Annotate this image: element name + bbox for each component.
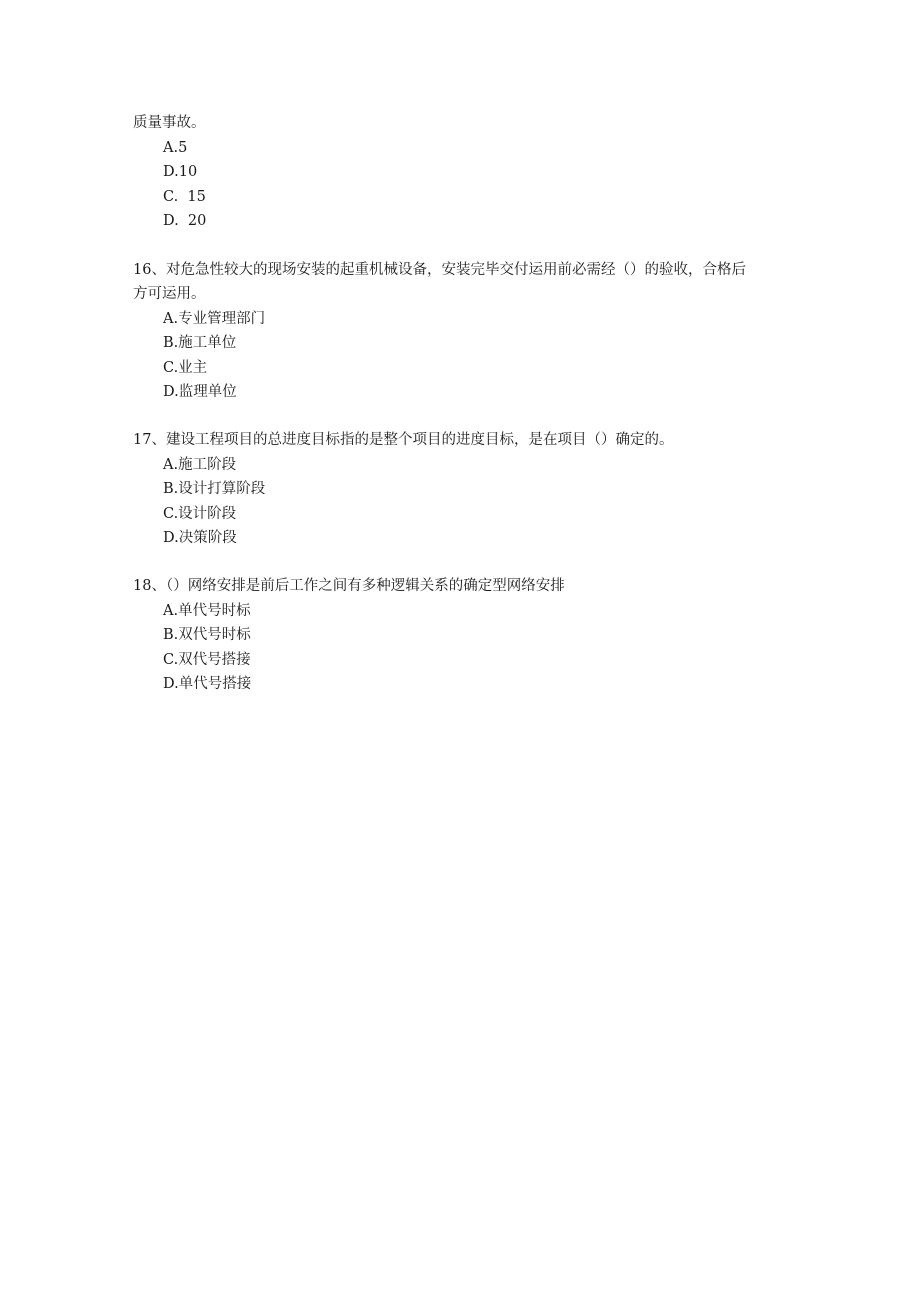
question-15-option-b: D.10 [163,164,198,180]
question-17-stem: 17、建设工程项目的总进度目标指的是整个项目的进度目标，是在项目（）确定的。 [133,432,674,448]
question-18-option-a: A.单代号时标 [163,603,251,619]
question-16-option-d: D.监理单位 [163,384,237,400]
question-15-option-d: D. 20 [163,213,207,229]
question-16-stem: 16、对危急性较大的现场安装的起重机械设备，安装完毕交付运用前必需经（）的验收，合格后 [133,262,746,278]
question-15-option-c: C. 15 [163,189,206,205]
question-15-continuation: 质量事故。 [133,115,206,131]
question-18-option-c: C.双代号搭接 [163,652,251,668]
question-17-option-d: D.决策阶段 [163,530,237,546]
question-16-stem-continued: 方可运用。 [133,286,206,302]
question-16-option-b: B.施工单位 [163,335,237,351]
question-18-stem: 18、（）网络安排是前后工作之间有多种逻辑关系的确定型网络安排 [133,578,565,594]
question-18-option-b: B.双代号时标 [163,627,251,643]
question-15-option-a: A.5 [163,140,188,156]
question-18-option-d: D.单代号搭接 [163,676,252,692]
question-17-option-a: A.施工阶段 [163,457,237,473]
question-16-option-c: C.业主 [163,360,208,376]
question-16-option-a: A.专业管理部门 [163,311,266,327]
question-17-option-c: C.设计阶段 [163,506,237,522]
question-17-option-b: B.设计打算阶段 [163,481,266,497]
